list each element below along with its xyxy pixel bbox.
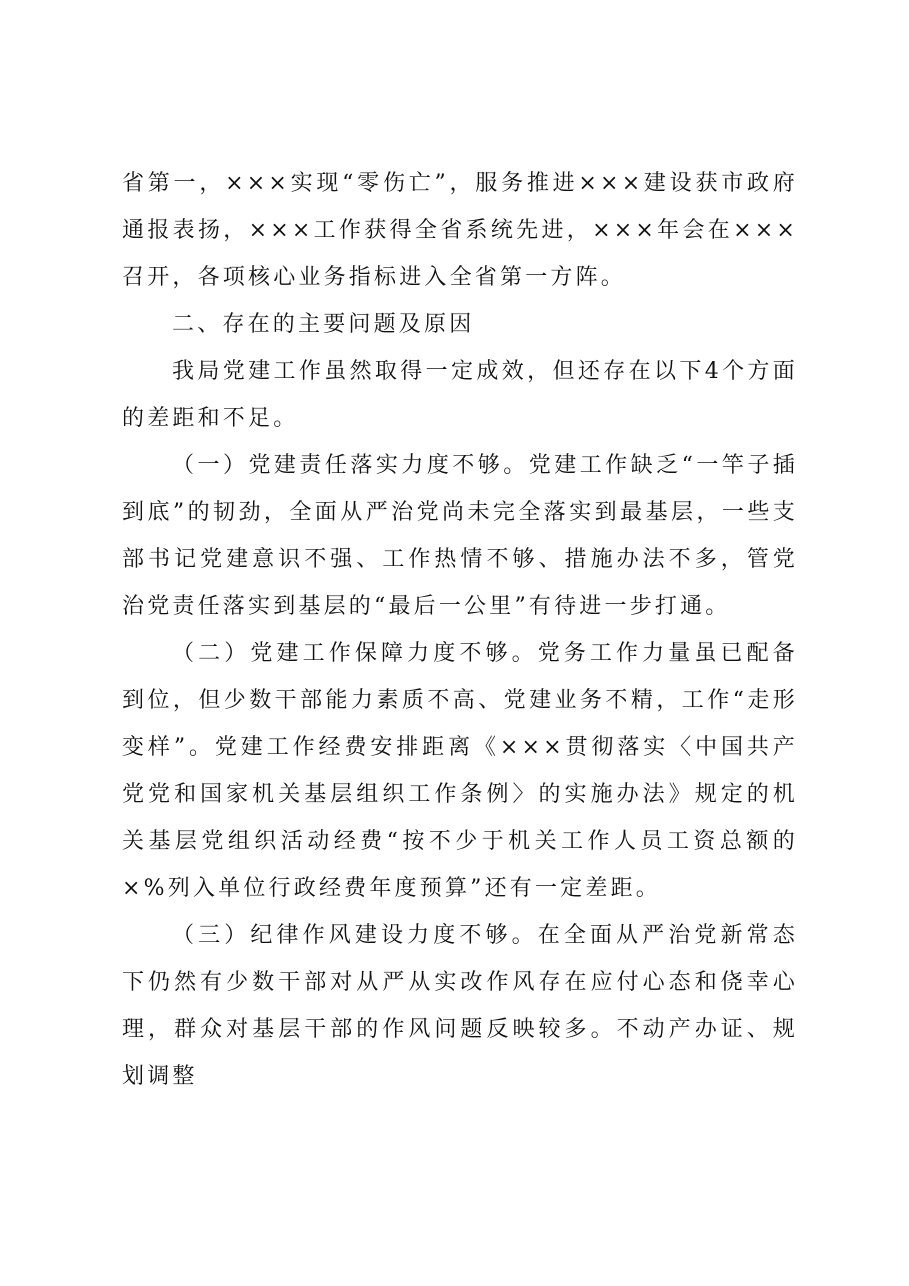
paragraph-item-2: （二）党建工作保障力度不够。党务工作力量虽已配备到位，但少数干部能力素质不高、党建业务不精，工作“走形变样”。党建工作经费安排距离《×××贯彻落实〈中国共产党党和国家机关基层组织工作条例〉的实施办法》规定的机关基层党组织活动经费“按不少于机关工作人员工资总额的×%列入单位行政经费年度预算”还有一定差距。	[122, 641, 798, 901]
paragraph-continuation: 省第一，×××实现“零伤亡”，服务推进×××建设获市政府通报表扬，×××工作获得全省系统先进，×××年会在×××召开，各项核心业务指标进入全省第一方阵。	[122, 171, 798, 290]
document-body	[122, 160, 798, 1100]
section-heading: 二、存在的主要问题及原因	[172, 312, 475, 337]
paragraph-item-1: （一）党建责任落实力度不够。党建工作缺乏“一竿子插到底”的韧劲，全面从严治党尚未完全落实到最基层，一些支部书记党建意识不强、工作热情不够、措施办法不多，管党治党责任落实到基层的“最后一公里”有待进一步打通。	[122, 453, 798, 619]
paragraph-intro: 我局党建工作虽然取得一定成效，但还存在以下4个方面的差距和不足。	[122, 359, 798, 431]
paragraph-item-3: （三）纪律作风建设力度不够。在全面从严治党新常态下仍然有少数干部对从严从实改作风存在应付心态和侥幸心理，群众对基层干部的作风问题反映较多。不动产办证、规划调整	[122, 923, 798, 1089]
